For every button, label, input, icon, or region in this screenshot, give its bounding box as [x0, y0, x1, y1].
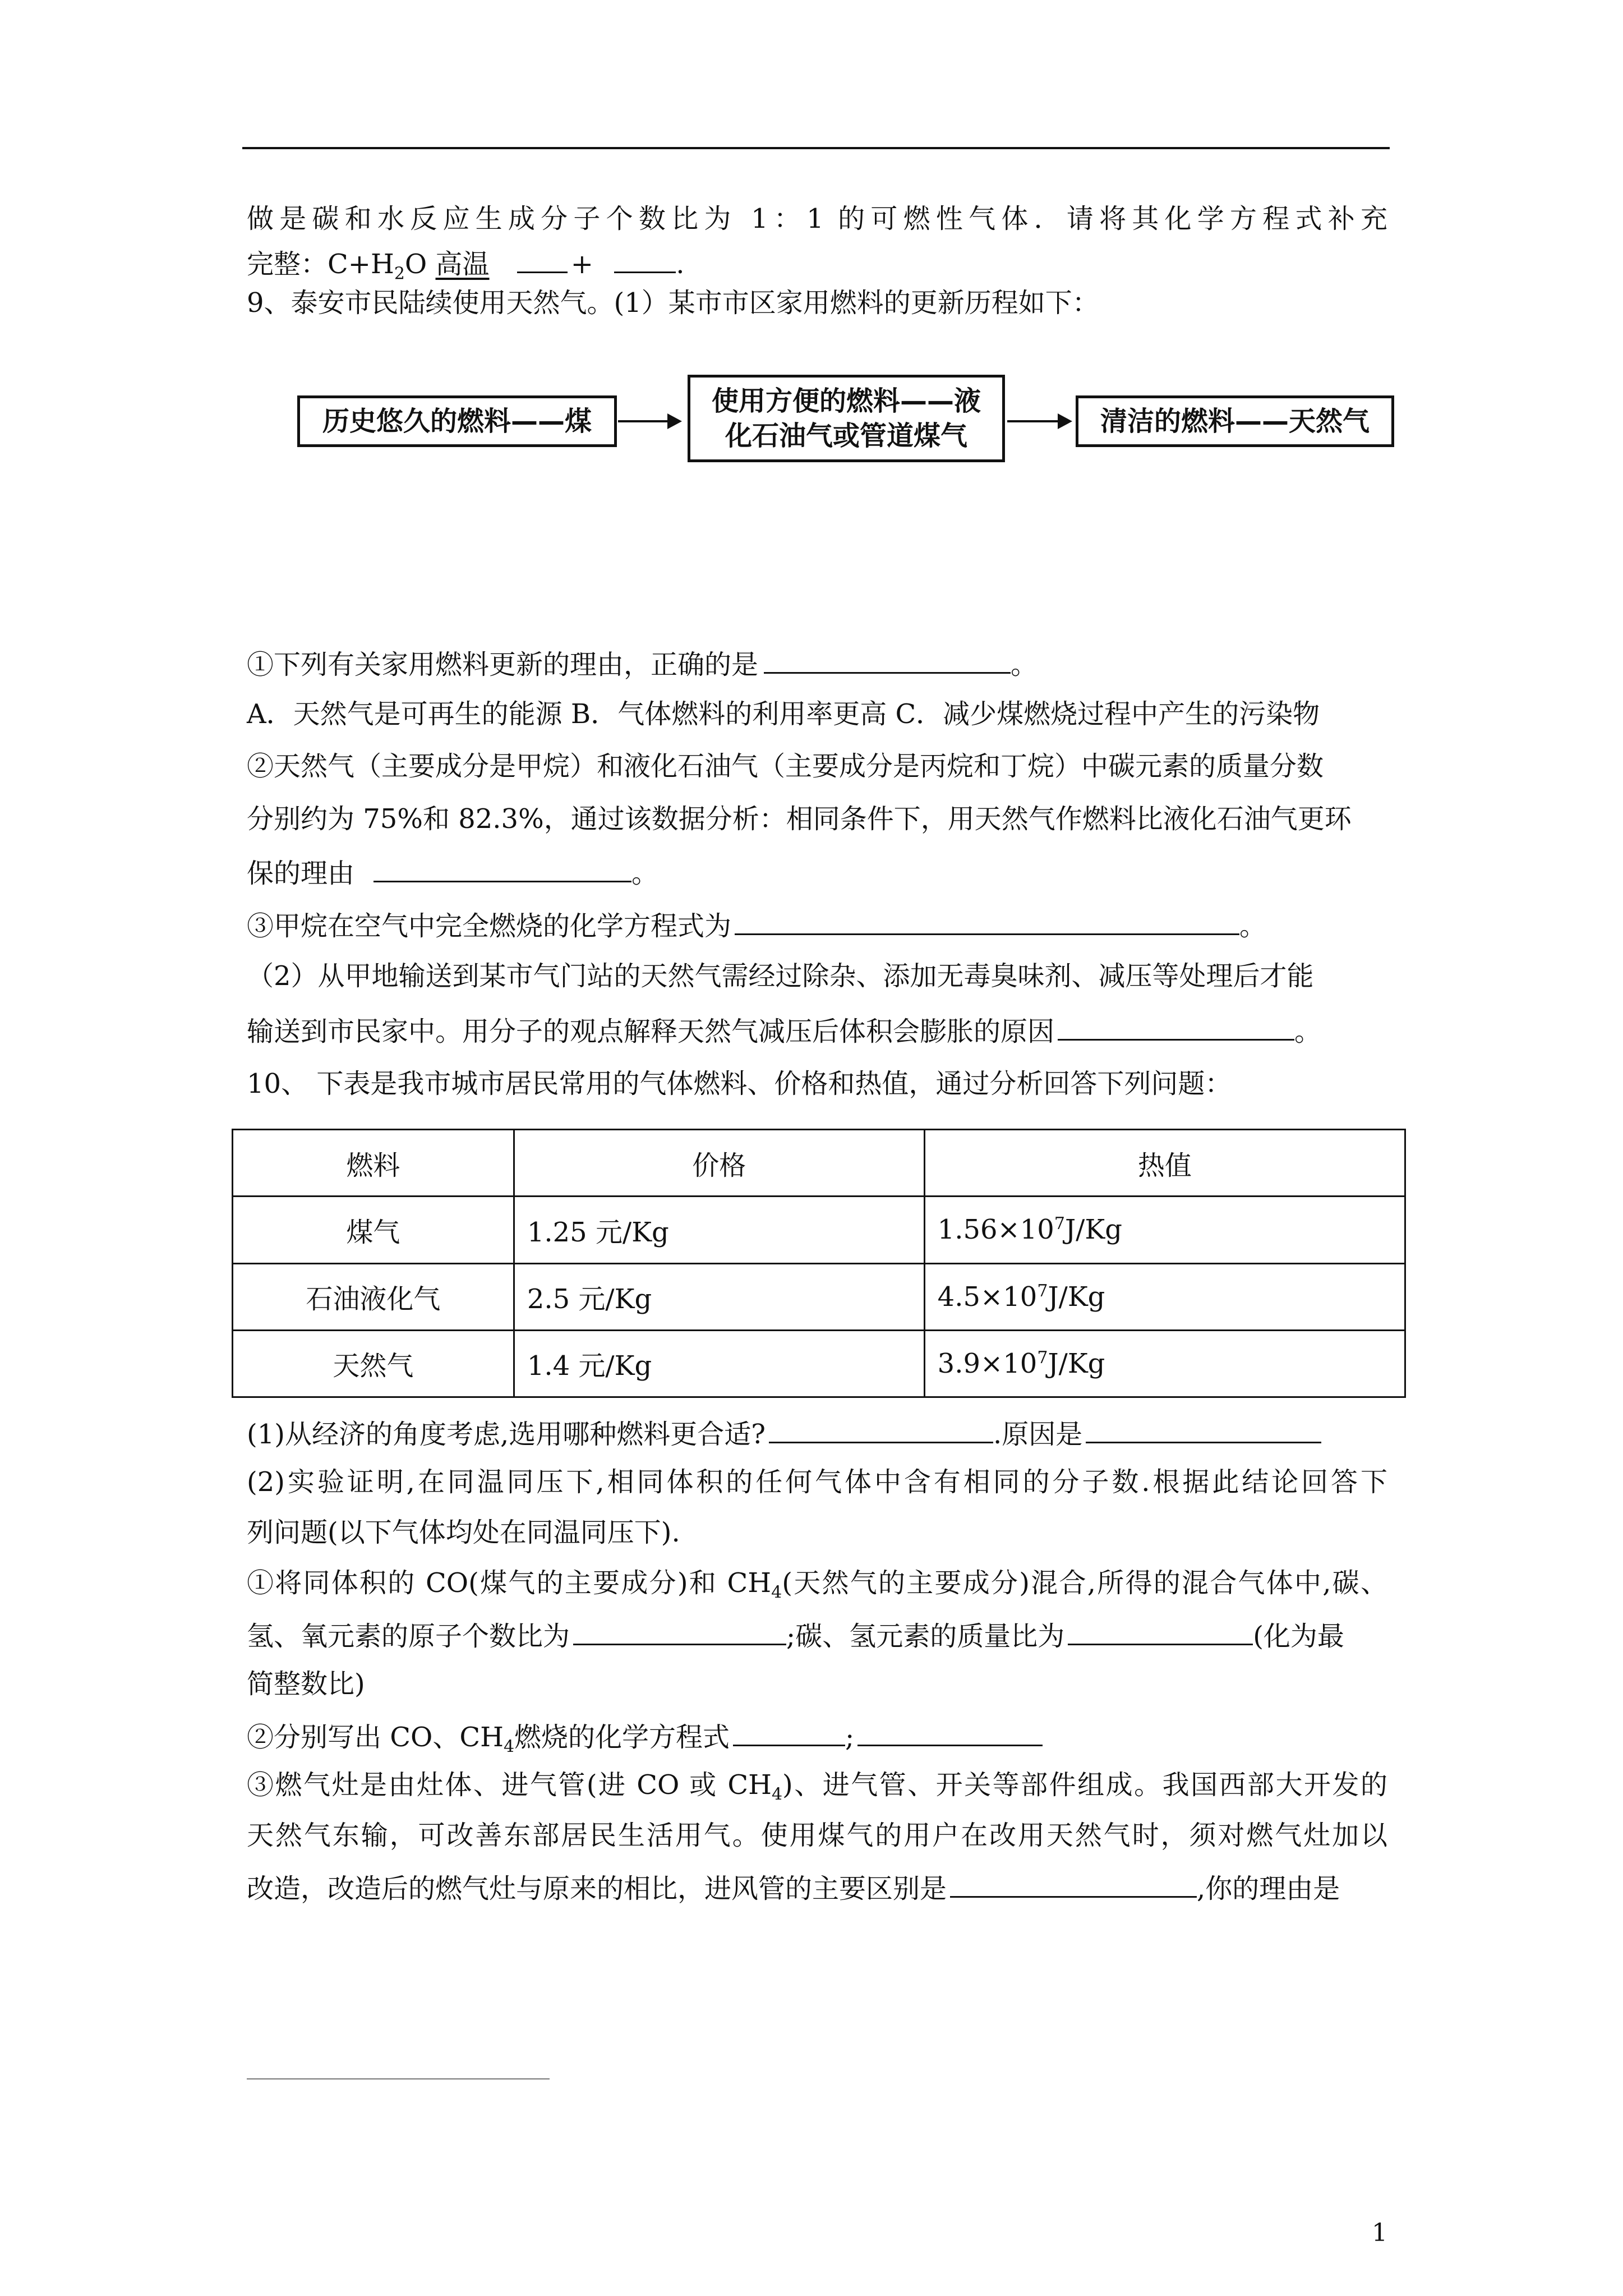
- q9-title: 9、泰安市民陆续使用天然气。(1）某市市区家用燃料的更新历程如下：: [247, 287, 1099, 319]
- flow-arrow-2: [1007, 420, 1070, 422]
- q9-1: ①下列有关家用燃料更新的理由，正确的是 。: [247, 645, 1387, 682]
- table-header: 燃料: [233, 1130, 514, 1197]
- answer-blank[interactable]: [733, 1718, 845, 1746]
- q9-2-line-1: ②天然气（主要成分是甲烷）和液化石油气（主要成分是丙烷和丁烷）中碳元素的质量分数: [247, 751, 1324, 782]
- answer-blank[interactable]: [1058, 1012, 1294, 1041]
- header-rule: [242, 147, 1390, 149]
- answer-blank[interactable]: [517, 245, 568, 273]
- q10-2a-line-3: 简整数比): [247, 1668, 365, 1700]
- q9-2-line-3: 保的理由 。: [247, 854, 1387, 890]
- heat-cell: $4.5\times 10^7J/Kg$: [924, 1263, 1405, 1330]
- answer-blank[interactable]: [1086, 1415, 1321, 1443]
- flow-box-lpg: 使用方便的燃料——液 化石油气或管道煤气: [688, 375, 1005, 462]
- q9-3: ③甲烷在空气中完全燃烧的化学方程式为 。: [247, 907, 1387, 943]
- answer-blank[interactable]: [857, 1718, 1043, 1746]
- answer-blank[interactable]: [950, 1869, 1197, 1898]
- footnote-rule: [247, 2078, 550, 2079]
- answer-blank[interactable]: [1068, 1617, 1253, 1645]
- answer-blank[interactable]: [764, 645, 1011, 674]
- q10-2c-line-1: ③燃气灶是由灶体、进气管(进 CO 或 $CH_4$)、进气管、开关等部件组成。我国西部大开发的: [247, 1769, 1387, 1805]
- table-row: [233, 1197, 1405, 1263]
- flow-arrow-1: [618, 420, 680, 422]
- intro-line-2: 完整：$C+H_2O$ 高温 + .: [247, 245, 1387, 291]
- table-header: 价格: [514, 1130, 924, 1197]
- q10-2-line-2: 列问题(以下气体均处在同温同压下).: [247, 1517, 680, 1548]
- heat-cell: $1.56\times 10^7J/Kg$: [924, 1197, 1405, 1263]
- answer-blank[interactable]: [374, 854, 631, 882]
- q10-2c-line-2: 天然气东输，可改善东部居民生活用气。使用煤气的用户在改用天然气时，须对燃气灶加以: [247, 1820, 1387, 1851]
- q9-options: A．天然气是可再生的能源 B．气体燃料的利用率更高 C．减少煤燃烧过程中产生的污染物: [247, 698, 1320, 730]
- table-header-row: [233, 1130, 1405, 1197]
- price-cell: 1.25 元/Kg: [514, 1197, 924, 1263]
- q9-part2-line-1: （2）从甲地输送到某市气门站的天然气需经过除杂、添加无毒臭味剂、减压等处理后才能: [247, 960, 1314, 992]
- q10-2c-line-3: 改造，改造后的燃气灶与原来的相比，进风管的主要区别是 ,你的理由是: [247, 1869, 1387, 1906]
- answer-blank[interactable]: [769, 1415, 993, 1443]
- heat-cell: $3.9\times 10^7J/Kg$: [924, 1330, 1405, 1397]
- answer-blank[interactable]: [735, 907, 1239, 935]
- q9-2-line-2: 分别约为 75%和 82.3%，通过该数据分析：相同条件下，用天然气作燃料比液化石油气更环: [247, 803, 1352, 835]
- flow-box-coal: 历史悠久的燃料——煤: [297, 395, 617, 447]
- flow-box-natural-gas: 清洁的燃料——天然气: [1076, 395, 1394, 447]
- fuel-table: [232, 1129, 1406, 1398]
- q10-title: 10、 下表是我市城市居民常用的气体燃料、价格和热值，通过分析回答下列问题：: [247, 1068, 1232, 1099]
- price-cell: 2.5 元/Kg: [514, 1263, 924, 1330]
- table-row: [233, 1263, 1405, 1330]
- price-cell: 1.4 元/Kg: [514, 1330, 924, 1397]
- answer-blank[interactable]: [614, 245, 676, 273]
- q10-2-line-1: (2)实验证明,在同温同压下,相同体积的任何气体中含有相同的分子数.根据此结论回答下: [247, 1466, 1387, 1498]
- answer-blank[interactable]: [573, 1617, 786, 1645]
- q10-1: (1)从经济的角度考虑,选用哪种燃料更合适? .原因是: [247, 1415, 1387, 1451]
- fuel-cell: 煤气: [233, 1197, 514, 1263]
- fuel-cell: 天然气: [233, 1330, 514, 1397]
- q10-2a-line-2: 氢、氧元素的原子个数比为 ;碳、氢元素的质量比为 (化为最: [247, 1617, 1387, 1653]
- q10-2a-line-1: ①将同体积的 CO(煤气的主要成分)和 $CH_4$(天然气的主要成分)混合,所得的混合气体中,碳、: [247, 1567, 1387, 1603]
- table-row: [233, 1330, 1405, 1397]
- reaction-condition: 高温: [435, 249, 490, 280]
- q9-part2-line-2: 输送到市民家中。用分子的观点解释天然气减压后体积会膨胀的原因 。: [247, 1012, 1387, 1048]
- intro-line-1: 做是碳和水反应生成分子个数比为 1：1 的可燃性气体．请将其化学方程式补充: [247, 203, 1387, 234]
- q10-2b: ②分别写出 CO、$CH_4$燃烧的化学方程式 ;: [247, 1718, 1387, 1764]
- page-number: 1: [1372, 2219, 1387, 2247]
- fuel-cell: 石油液化气: [233, 1263, 514, 1330]
- table-header: 热值: [924, 1130, 1405, 1197]
